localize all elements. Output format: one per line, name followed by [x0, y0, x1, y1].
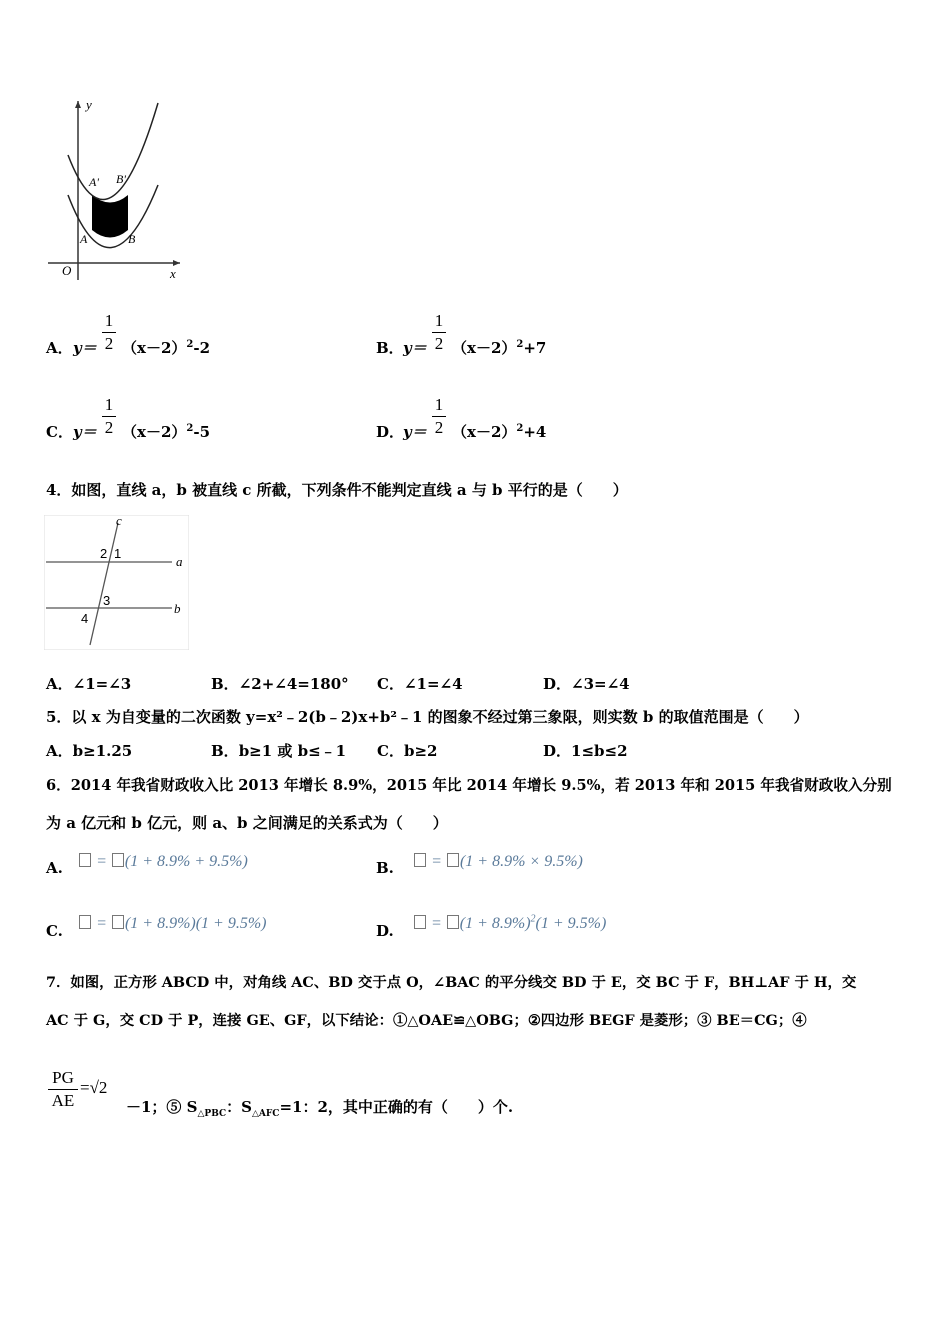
q3-option-a[interactable]: A． y＝ 1 2 $(x-2)^2-2$: [46, 311, 211, 357]
q4-option-c[interactable]: C．∠1=∠4: [377, 675, 463, 693]
svg-text:2: 2: [100, 546, 108, 561]
q6-stem-line1: 6．2014 年我省财政收入比 2013 年增长 8.9%，2015 年比 2014 年增长 9.5%，若 2013 年和 2015 年我省财政收入分别: [46, 777, 892, 794]
q7-stem-line1: 7．如图，正方形 ABCD 中，对角线 AC、BD 交于点 O，∠BAC 的平分线交 BD 于 E，交 BC 于 F，BH⊥AF 于 H，交: [46, 974, 857, 991]
q3-option-b[interactable]: B． y＝ 1 2 $(x-2)^2+7$: [376, 311, 547, 357]
q5-stem: 5．以 x 为自变量的二次函数 y=x²﹣2(b﹣2)x+b²﹣1 的图象不经过第三象限，则实数 b 的取值范围是（ ）: [46, 708, 809, 726]
svg-text:1: 1: [114, 546, 122, 561]
q4-option-a[interactable]: A．∠1=∠3: [46, 675, 132, 693]
q7-ratio-fraction: PG AE: [48, 1068, 78, 1111]
q4-parallel-lines-figure: [44, 515, 189, 650]
q6-option-b[interactable]: B. = (1 + 8.9% × 9.5%): [376, 853, 583, 877]
svg-text:3: 3: [103, 593, 111, 608]
svg-text:c: c: [116, 515, 122, 528]
q6-option-c[interactable]: C. = (1 + 8.9%)(1 + 9.5%): [46, 915, 267, 940]
q3-option-d[interactable]: D． y＝ 1 2 $(x-2)^2+4$: [376, 395, 547, 441]
q4-stem: 4．如图，直线 a，b 被直线 c 所截，下列条件不能判定直线 a 与 b 平行的是（ ）: [46, 481, 628, 499]
q5-option-d[interactable]: D．1≤b≤2: [543, 742, 628, 760]
b-label: B: [128, 232, 136, 246]
svg-text:a: a: [176, 554, 183, 569]
q3-option-c[interactable]: C． y＝ 1 2 $(x-2)^2-5$: [46, 395, 211, 441]
q7-stem-line2: AC 于 G，交 CD 于 P，连接 GE、GF，以下结论：①△OAE≌△OBG；②四边形 BEGF 是菱形；③ BE＝CG；④: [46, 1012, 807, 1029]
svg-text:4: 4: [81, 611, 89, 626]
a-prime-label: A': [89, 175, 99, 189]
q4-option-d[interactable]: D．∠3=∠4: [543, 675, 630, 693]
y-axis-label: y: [86, 97, 92, 112]
x-axis-label: x: [170, 266, 176, 281]
origin-label: O: [62, 263, 72, 278]
svg-text:b: b: [174, 601, 181, 616]
q5-option-c[interactable]: C．b≥2: [377, 742, 438, 760]
q4-option-b[interactable]: B．∠2+∠4=180°: [211, 675, 349, 693]
q6-stem-line2: 为 a 亿元和 b 亿元，则 a、b 之间满足的关系式为（ ）: [46, 814, 448, 832]
q6-option-a[interactable]: A. = (1 + 8.9% + 9.5%): [46, 853, 248, 877]
q6-option-d[interactable]: D. = $(1 + 8.9\%)^2(1 + 9.5\%)$: [376, 914, 607, 941]
q3-parabola-graph: [40, 95, 190, 285]
q7-sqrt-expression: =√2: [80, 1078, 108, 1097]
q5-option-b[interactable]: B．b≥1 或 b≤﹣1: [211, 742, 347, 760]
a-label: A: [80, 232, 88, 246]
b-prime-label: B': [116, 172, 126, 186]
q7-stem-line3: －1；⑤ $S_{\triangle PBC}$：$S_{\triangle AFC}=1$：2，其中正确的有（ ）个.: [126, 1098, 514, 1119]
q5-option-a[interactable]: A．b≥1.25: [46, 742, 133, 760]
